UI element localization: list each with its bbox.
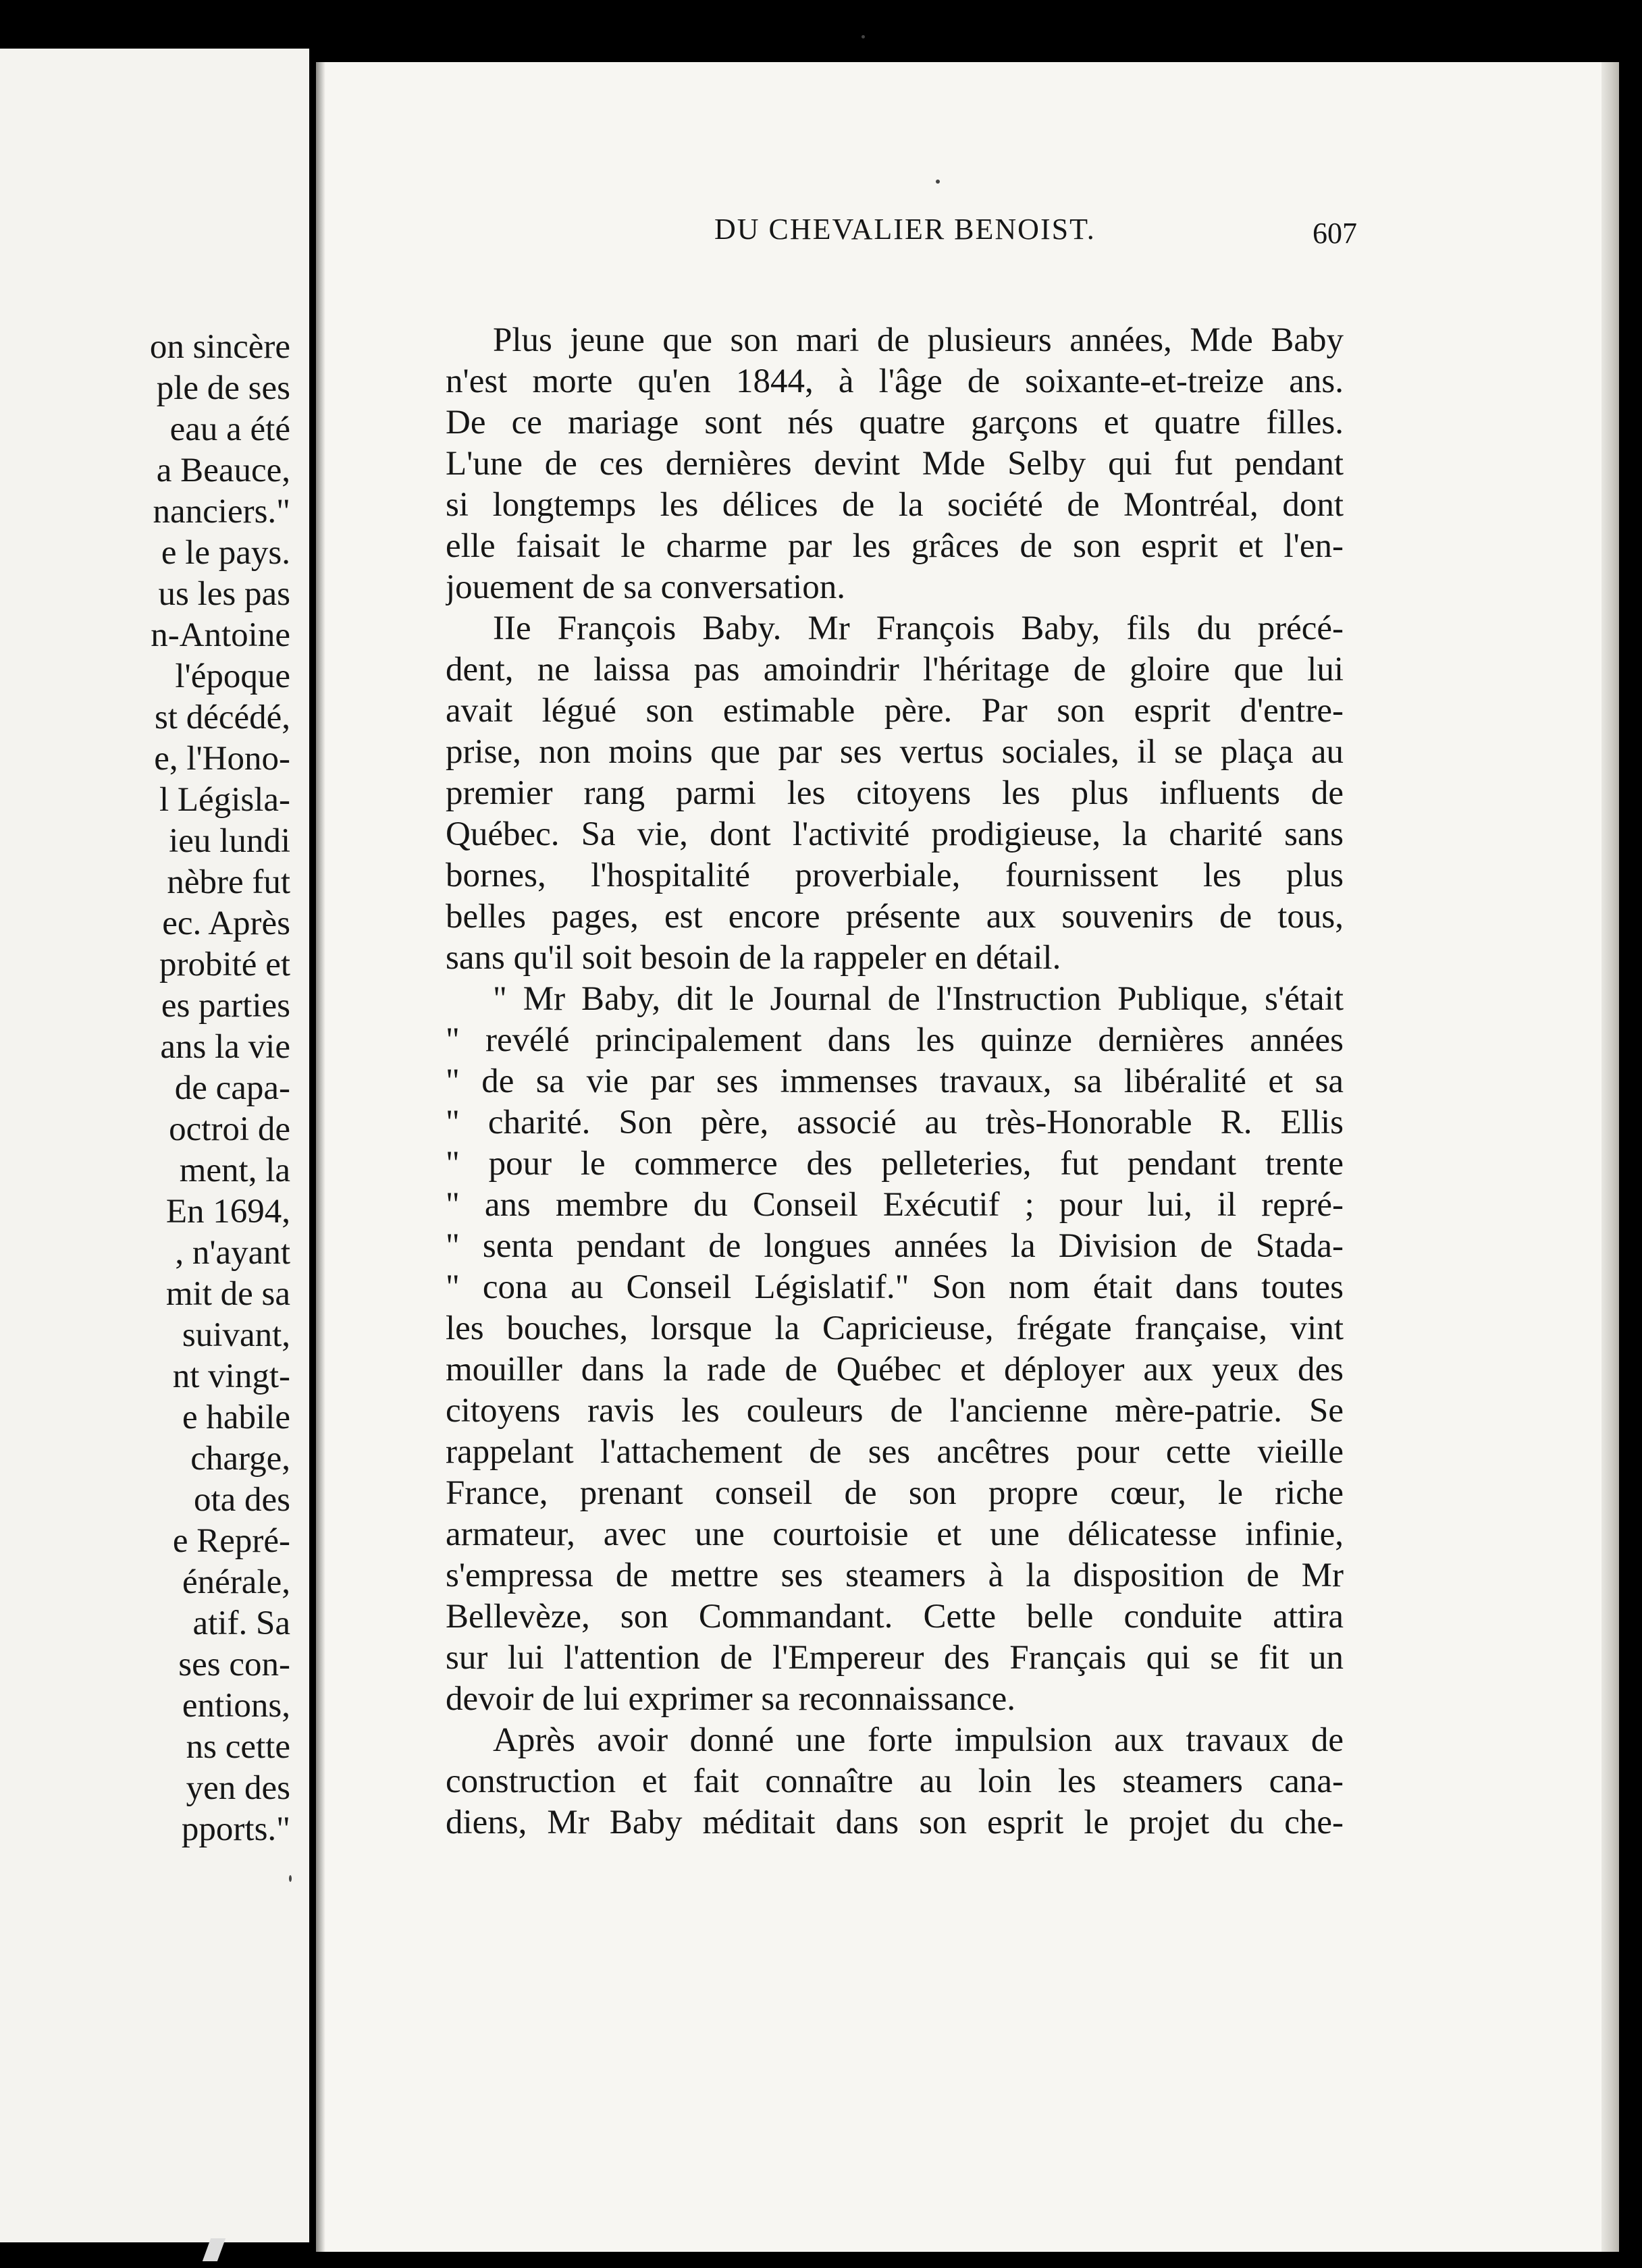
left-fragment-line: suivant,	[182, 1316, 290, 1354]
left-fragment-line: entions,	[182, 1687, 290, 1725]
left-fragment-line: e habile	[182, 1399, 290, 1436]
text-line: " revélé principalement dans les quinze dernières années	[446, 1021, 1344, 1059]
text-line: Québec. Sa vie, dont l'activité prodigieuse, la charité sans	[446, 815, 1344, 853]
left-fragment-line: e Repré-	[172, 1522, 290, 1560]
text-line: mouiller dans la rade de Québec et déployer aux yeux des	[446, 1351, 1344, 1388]
text-line: De ce mariage sont nés quatre garçons et quatre filles.	[446, 404, 1344, 441]
left-fragment-line: ses con-	[178, 1646, 290, 1683]
text-line: elle faisait le charme par les grâces de son esprit et l'en-	[446, 527, 1344, 565]
text-line: Après avoir donné une forte impulsion aux travaux de	[493, 1721, 1344, 1759]
text-line: " ans membre du Conseil Exécutif ; pour lui, il repré-	[446, 1186, 1344, 1224]
text-line: France, prenant conseil de son propre cœur, le riche	[446, 1474, 1344, 1512]
left-fragment-line: mit de sa	[165, 1275, 290, 1313]
text-line: dent, ne laissa pas amoindrir l'héritage de gloire que lui	[446, 651, 1344, 688]
left-fragment-line: l'époque	[175, 657, 290, 695]
scan-speck	[862, 35, 865, 38]
scan-speck	[289, 1875, 292, 1882]
left-fragment-line: charge,	[190, 1440, 290, 1478]
left-fragment-line: En 1694,	[165, 1193, 290, 1231]
text-line: " senta pendant de longues années la Division de Stada-	[446, 1227, 1344, 1265]
left-fragment-line: probité et	[159, 946, 290, 983]
left-fragment-line: ec. Après	[162, 905, 290, 942]
left-page-text-fragments	[0, 327, 290, 1850]
left-fragment-line: a Beauce,	[156, 452, 290, 489]
text-line: prise, non moins que par ses vertus sociales, il se plaça au	[446, 733, 1344, 771]
text-line: citoyens ravis les couleurs de l'ancienne mère-patrie. Se	[446, 1392, 1344, 1430]
left-fragment-line: e le pays.	[161, 534, 290, 572]
left-fragment-line: ple de ses	[156, 369, 290, 407]
left-fragment-line: nanciers."	[153, 493, 290, 531]
text-line: sur lui l'attention de l'Empereur des Français qui se fit un	[446, 1639, 1344, 1677]
text-line: Plus jeune que son mari de plusieurs années, Mde Baby	[493, 321, 1344, 359]
page-number: 607	[1313, 217, 1357, 250]
gutter-shadow	[316, 62, 325, 2252]
left-page	[0, 49, 309, 2242]
text-line: " Mr Baby, dit le Journal de l'Instruction Publique, s'était	[493, 980, 1344, 1018]
page-edge	[1601, 62, 1619, 2252]
text-line: " charité. Son père, associé au très-Honorable R. Ellis	[446, 1104, 1344, 1141]
left-fragment-line: es parties	[161, 987, 290, 1025]
text-line: n'est morte qu'en 1844, à l'âge de soixante-et-treize ans.	[446, 362, 1344, 400]
running-title: DU CHEVALIER BENOIST.	[714, 213, 1096, 246]
text-line: diens, Mr Baby méditait dans son esprit le projet du che-	[446, 1804, 1344, 1841]
text-line: s'empressa de mettre ses steamers à la disposition de Mr	[446, 1557, 1344, 1594]
left-fragment-line: de capa-	[174, 1069, 290, 1107]
text-line: sans qu'il soit besoin de la rappeler en détail.	[446, 939, 1061, 977]
left-fragment-line: ans la vie	[160, 1028, 290, 1066]
text-line: construction et fait connaître au loin les steamers cana-	[446, 1762, 1344, 1800]
text-line: les bouches, lorsque la Capricieuse, frégate française, vint	[446, 1310, 1344, 1347]
text-line: rappelant l'attachement de ses ancêtres pour cette vieille	[446, 1433, 1344, 1471]
left-fragment-line: st décédé,	[154, 699, 290, 736]
left-fragment-line: ota des	[193, 1481, 290, 1519]
text-line: devoir de lui exprimer sa reconnaissance.	[446, 1680, 1015, 1718]
left-fragment-line: us les pas	[158, 575, 290, 613]
left-fragment-line: e, l'Hono-	[154, 740, 290, 778]
text-line: jouement de sa conversation.	[446, 568, 845, 606]
left-fragment-line: l Législa-	[159, 781, 290, 819]
text-line: Bellevèze, son Commandant. Cette belle conduite attira	[446, 1598, 1344, 1636]
text-line: si longtemps les délices de la société de Montréal, dont	[446, 486, 1344, 524]
left-fragment-line: nèbre fut	[167, 863, 290, 901]
text-line: L'une de ces dernières devint Mde Selby qui fut pendant	[446, 445, 1344, 483]
left-fragment-line: yen des	[186, 1769, 290, 1807]
left-fragment-line: énérale,	[182, 1563, 290, 1601]
text-line: armateur, avec une courtoisie et une délicatesse infinie,	[446, 1515, 1344, 1553]
left-fragment-line: atif. Sa	[192, 1604, 290, 1642]
left-fragment-line: pports."	[181, 1810, 290, 1848]
left-fragment-line: octroi de	[169, 1110, 290, 1148]
body-text	[446, 320, 1344, 1843]
left-fragment-line: ieu lundi	[169, 822, 290, 860]
text-line: bornes, l'hospitalité proverbiale, fournissent les plus	[446, 857, 1344, 894]
text-line: " pour le commerce des pelleteries, fut pendant trente	[446, 1145, 1344, 1183]
left-fragment-line: nt vingt-	[172, 1357, 290, 1395]
text-line: " cona au Conseil Législatif." Son nom était dans toutes	[446, 1268, 1344, 1306]
text-line: IIe François Baby. Mr François Baby, fils du précé-	[493, 610, 1344, 647]
left-fragment-line: on sincère	[149, 328, 290, 366]
left-fragment-line: ns cette	[186, 1728, 290, 1766]
text-line: " de sa vie par ses immenses travaux, sa libéralité et sa	[446, 1062, 1344, 1100]
left-fragment-line: , n'ayant	[175, 1234, 290, 1272]
text-line: premier rang parmi les citoyens les plus influents de	[446, 774, 1344, 812]
left-fragment-line: ment, la	[179, 1152, 290, 1189]
scan-speck	[936, 180, 940, 184]
running-header	[392, 212, 1357, 252]
text-line: avait légué son estimable père. Par son esprit d'entre-	[446, 692, 1344, 730]
left-fragment-line: eau a été	[169, 410, 290, 448]
text-line: belles pages, est encore présente aux souvenirs de tous,	[446, 898, 1344, 936]
left-fragment-line: n-Antoine	[151, 616, 290, 654]
